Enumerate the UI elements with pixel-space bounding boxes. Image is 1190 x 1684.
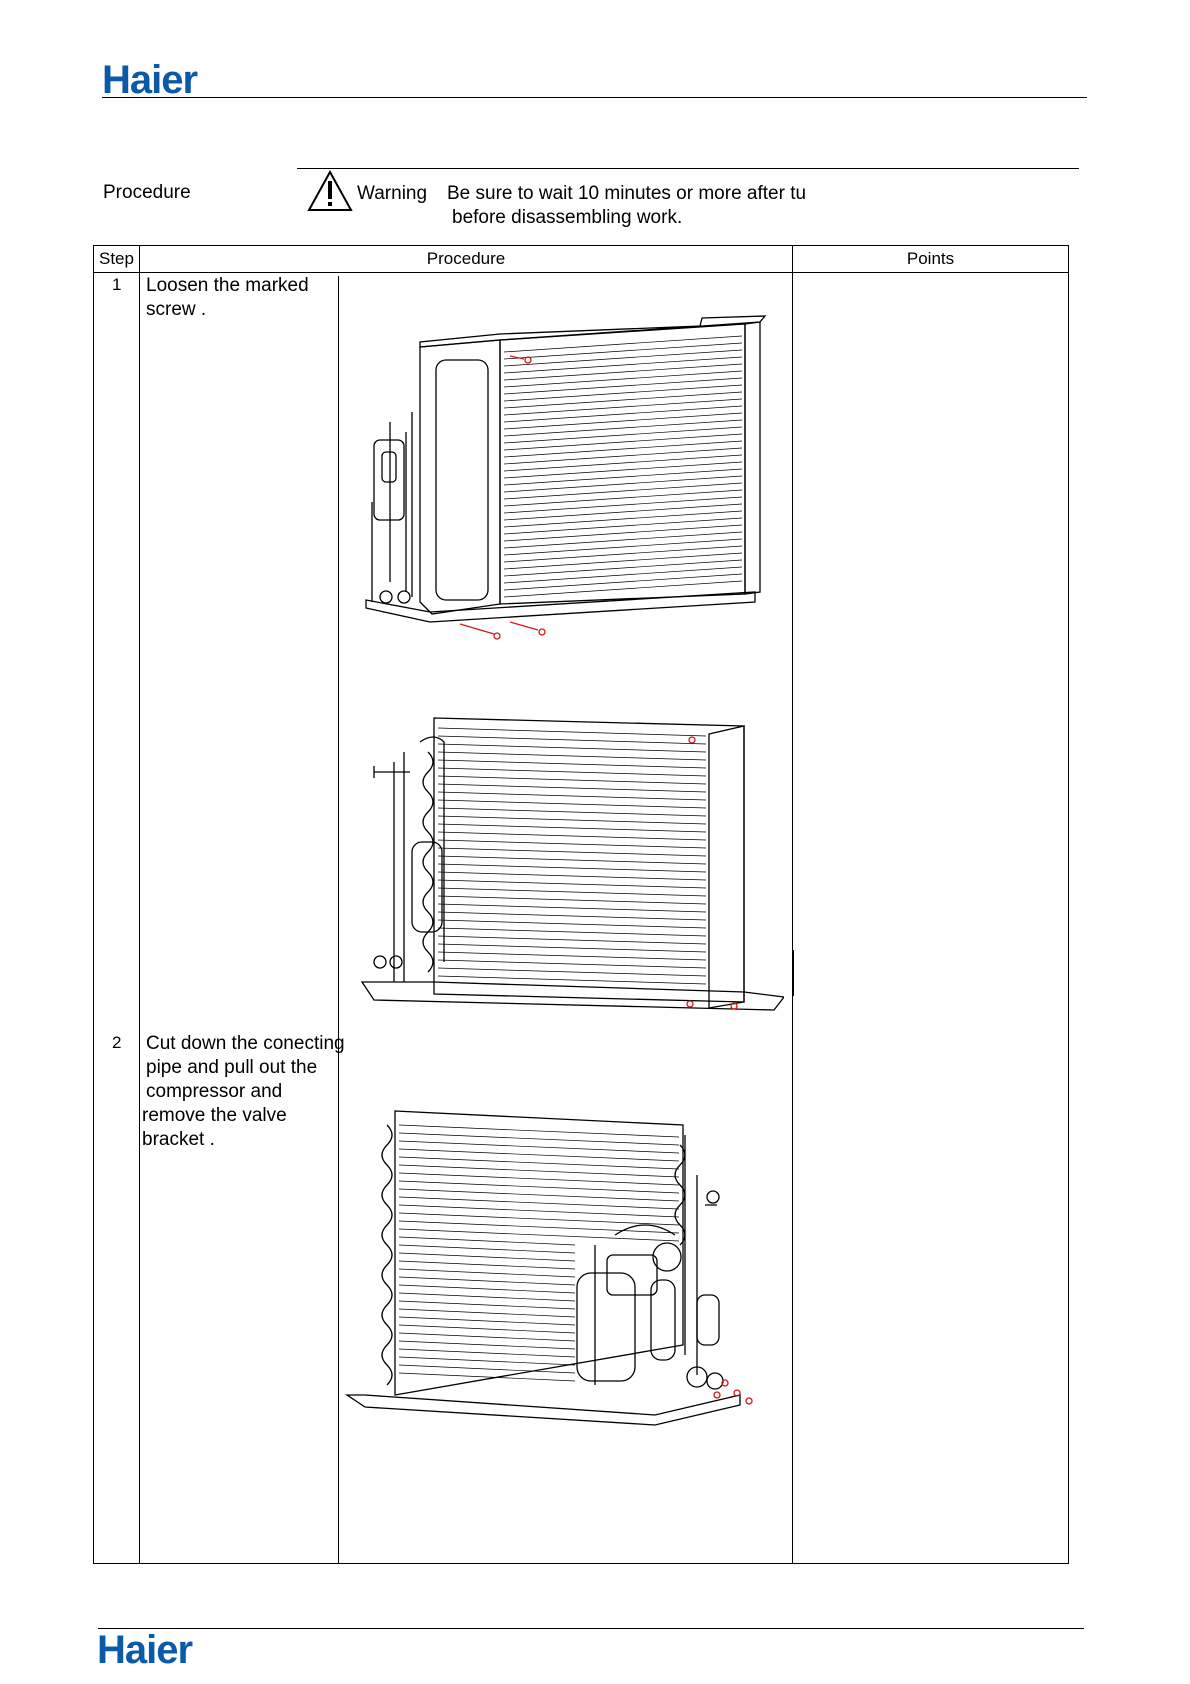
haier-logo-footer: Haier (97, 1628, 193, 1672)
step-2-number: 2 (112, 1033, 122, 1052)
points-column-cell (793, 273, 1069, 1564)
step-1-number: 1 (112, 275, 122, 294)
warning-top-rule (297, 168, 1079, 169)
step-2-line-5: bracket . (142, 1129, 215, 1150)
unit-illustration-3 (345, 1105, 785, 1435)
header-points: Points (793, 246, 1069, 273)
header-step: Step (94, 246, 140, 273)
step-2-line-4: remove the valve (142, 1105, 287, 1126)
warning-label: Warning (357, 183, 428, 204)
step-2-line-2: pipe and pull out the (146, 1057, 318, 1078)
header-procedure: Procedure (140, 246, 793, 273)
warning-line-2: before disassembling work. (452, 207, 683, 228)
step-2-line-1: Cut down the conecting (146, 1033, 345, 1054)
procedure-inner-divider (338, 276, 339, 1564)
stray-mark (793, 950, 794, 996)
warning-triangle-icon (307, 170, 353, 212)
unit-illustration-2 (354, 712, 784, 1022)
step-column-cell (94, 273, 140, 1564)
haier-logo-header: Haier (102, 58, 198, 102)
procedure-label: Procedure (103, 182, 191, 203)
warning-line-1: Be sure to wait 10 minutes or more after tu (447, 183, 807, 204)
step-2-line-3: compressor and (146, 1081, 283, 1102)
unit-illustration-1 (360, 312, 780, 647)
step-1-line-1: Loosen the marked (146, 275, 309, 296)
step-1-line-2: screw . (146, 299, 207, 320)
header-rule (102, 97, 1087, 98)
footer-rule (98, 1628, 1084, 1629)
